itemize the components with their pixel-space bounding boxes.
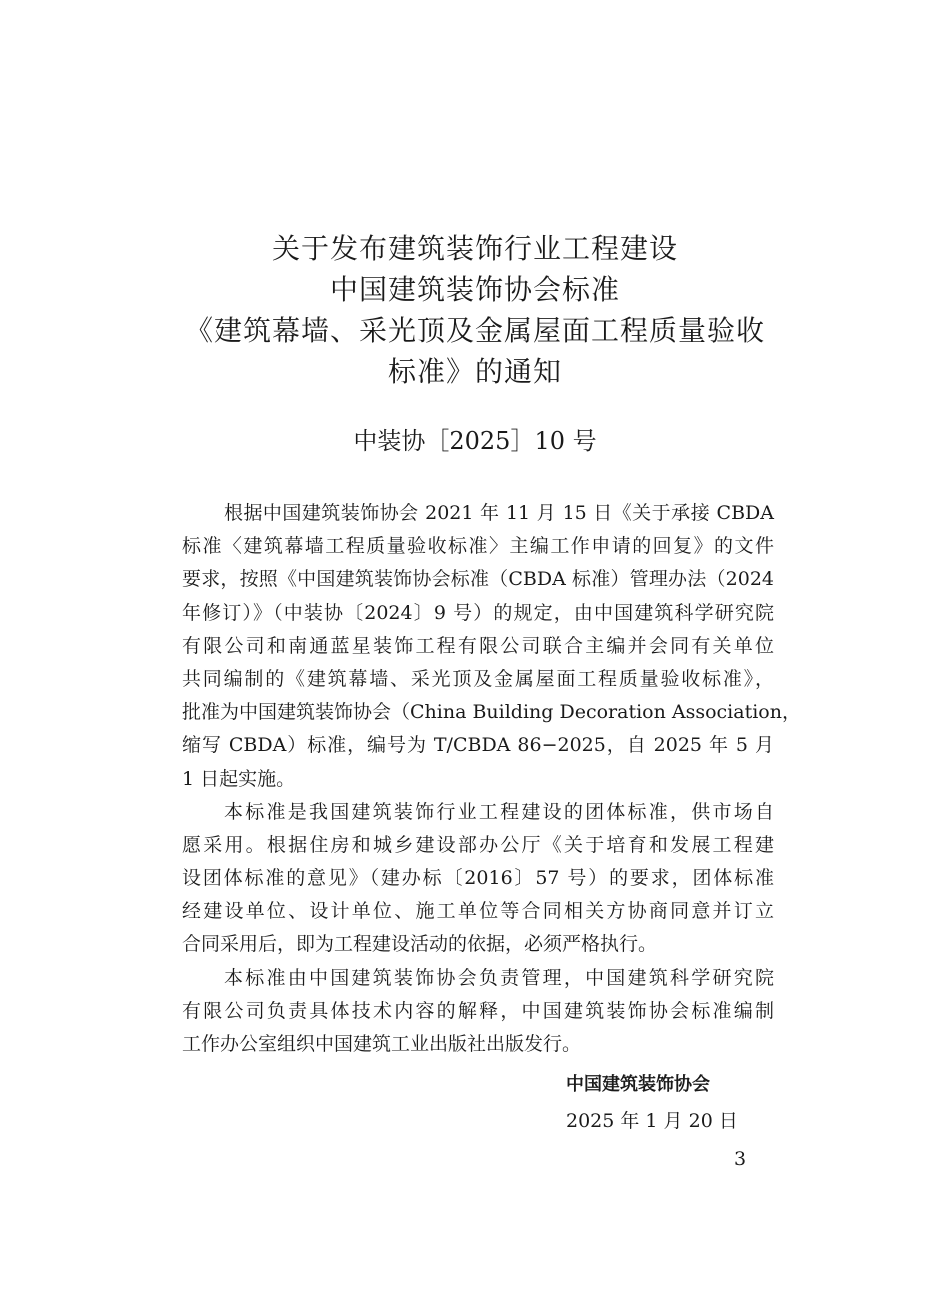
title-line: 关于发布建筑装饰行业工程建设 [271, 232, 678, 265]
text-line: 年修订）》（中装协〔2024〕9 号）的规定，由中国建筑科学研究院 [182, 601, 774, 624]
page-number: 3 [734, 1148, 747, 1170]
text-line: 愿采用。根据住房和城乡建设部办公厅《关于培育和发展工程建 [182, 833, 774, 856]
notice-body [182, 497, 801, 1061]
text-line: 要求，按照《中国建筑装饰协会标准（CBDA 标准）管理办法（2024 [182, 568, 774, 591]
text-line: 标准〈建筑幕墙工程质量验收标准〉主编工作申请的回复》的文件 [182, 535, 774, 558]
text-line: 根据中国建筑装饰协会 2021 年 11 月 15 日《关于承接 CBDA [224, 502, 774, 524]
text-line: 本标准由中国建筑装饰协会负责管理，中国建筑科学研究院 [224, 966, 774, 989]
text-line: 批准为中国建筑装饰协会（China Building Decoration Association， [182, 701, 801, 724]
title-line: 《建筑幕墙、采光顶及金属屋面工程质量验收 [184, 314, 765, 347]
text-line: 有限公司和南通蓝星装饰工程有限公司联合主编并会同有关单位 [182, 634, 774, 657]
text-line: 经建设单位、设计单位、施工单位等合同相关方协商同意并订立 [182, 900, 774, 923]
paragraph-3 [182, 962, 774, 1062]
paragraph-1 [182, 497, 801, 796]
signing-date: 2025 年 1 月 20 日 [566, 1110, 738, 1132]
text-line: 有限公司负责具体技术内容的解释，中国建筑装饰协会标准编制 [182, 999, 774, 1022]
signature-block [566, 1066, 738, 1140]
document-number: 中装协［2025］10 号 [353, 427, 597, 455]
title-line: 中国建筑装饰协会标准 [329, 273, 620, 306]
text-line: 设团体标准的意见》（建办标〔2016〕57 号）的要求，团体标准 [182, 867, 774, 890]
text-line: 工作办公室组织中国建筑工业出版社出版发行。 [182, 1033, 582, 1055]
title-line: 标准》的通知 [387, 355, 562, 388]
text-line: 共同编制的《建筑幕墙、采光顶及金属屋面工程质量验收标准》， [182, 667, 774, 690]
text-line: 缩写 CBDA）标准，编号为 T/CBDA 86−2025，自 2025 年 5 月 [182, 734, 774, 757]
signing-organization: 中国建筑装饰协会 [566, 1074, 710, 1095]
paragraph-2 [182, 796, 774, 962]
text-line: 1 日起实施。 [182, 767, 296, 790]
text-line: 本标准是我国建筑装饰行业工程建设的团体标准，供市场自 [224, 800, 774, 823]
notice-title [150, 228, 800, 392]
text-line: 合同采用后，即为工程建设活动的依据，必须严格执行。 [182, 933, 658, 956]
